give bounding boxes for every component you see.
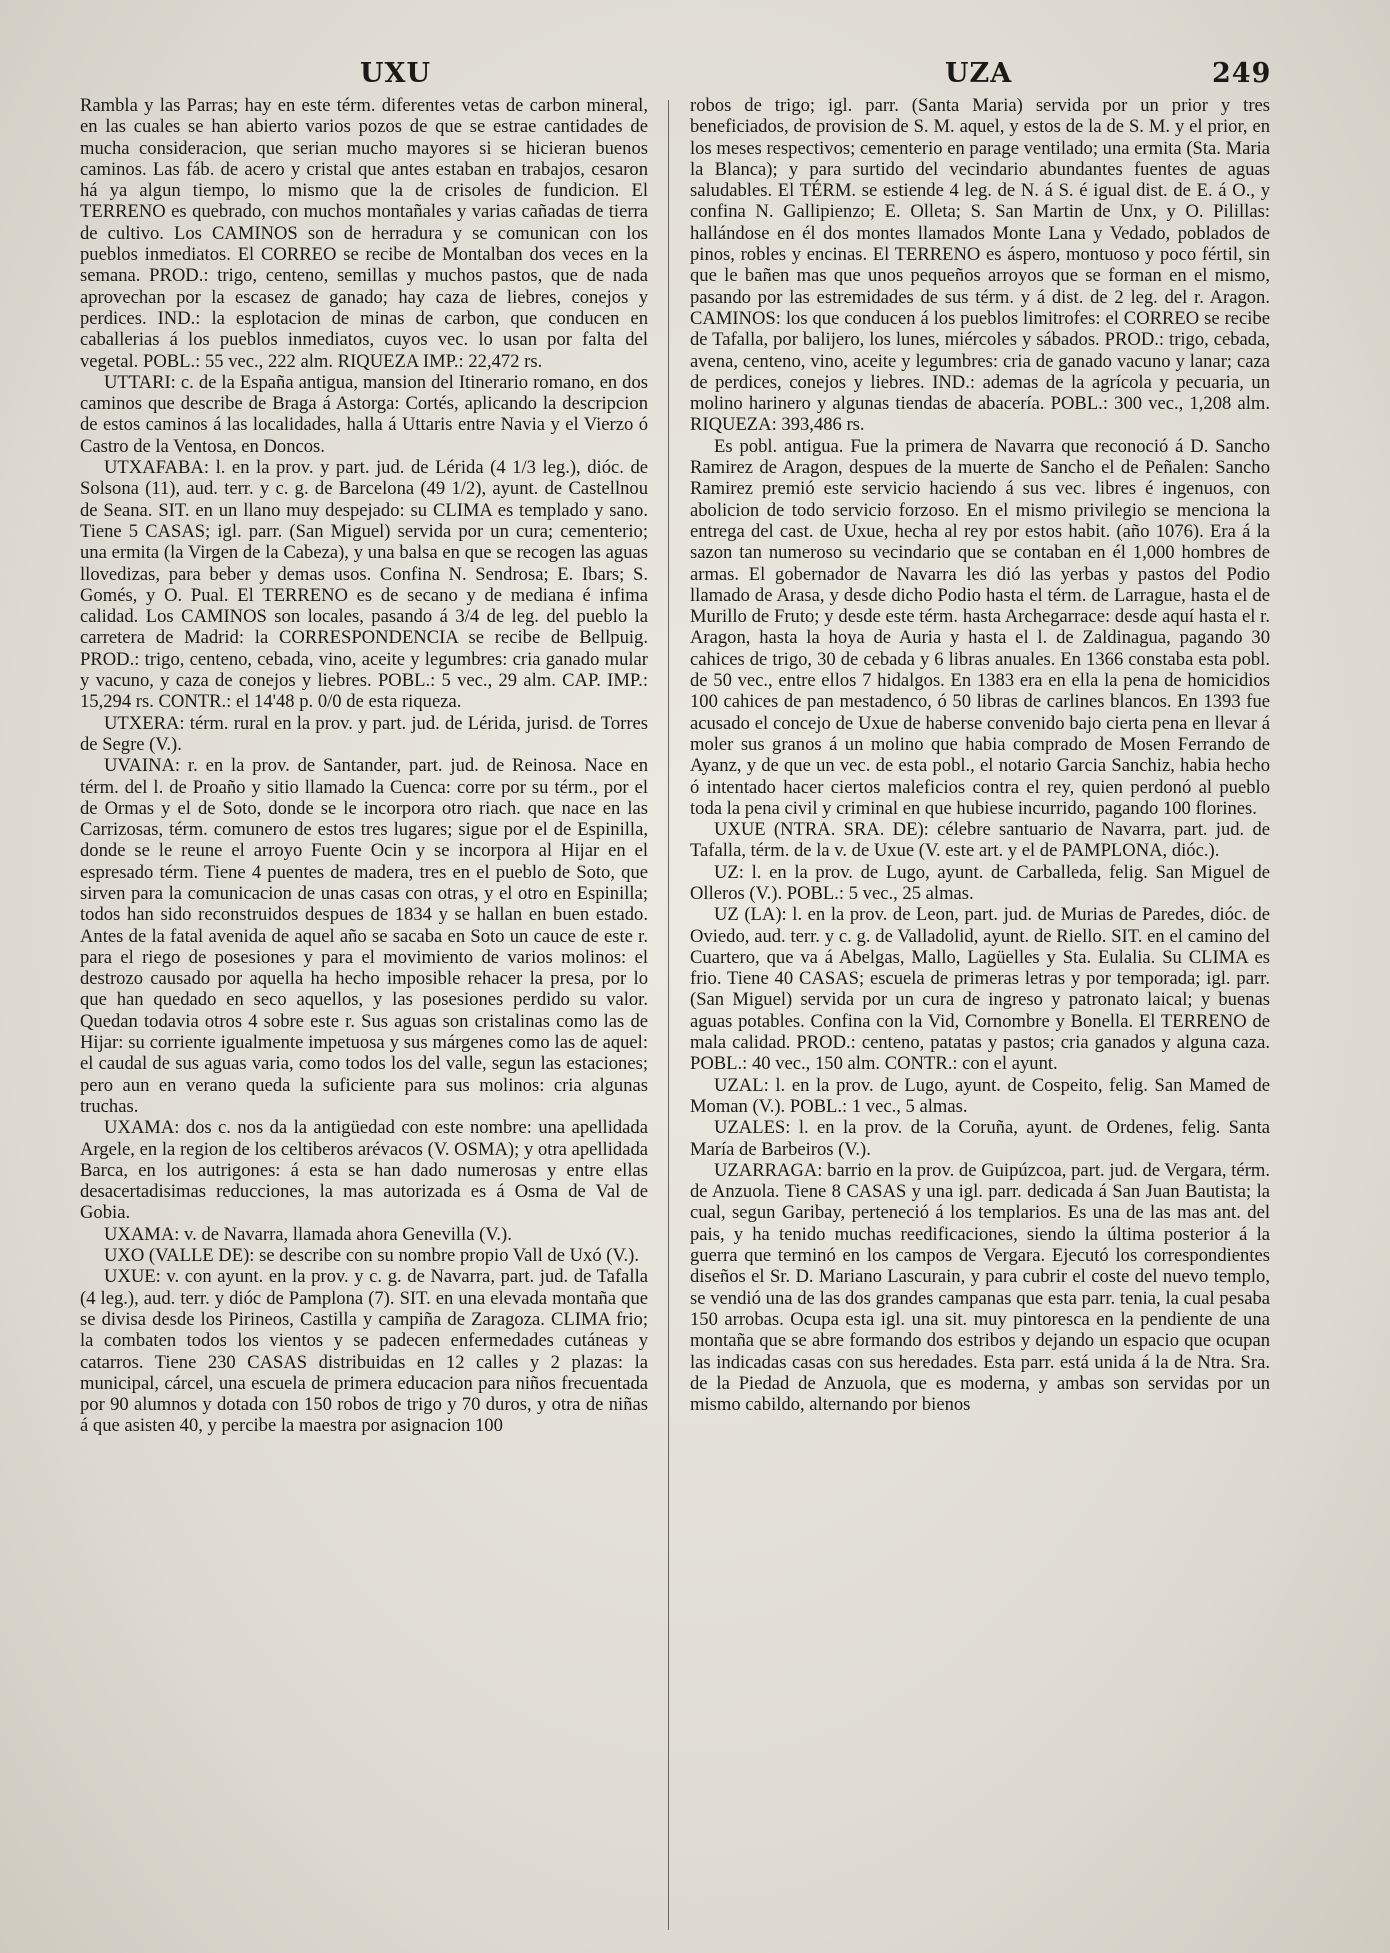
entry-paragraph: UZAL: l. en la prov. de Lugo, ayunt. de Cospeito, felig. San Mamed de Moman (V.). POBL.: 1 vec., 5 almas. — [690, 1074, 1270, 1117]
left-running-head: UXU — [360, 58, 432, 89]
left-column — [80, 95, 648, 1437]
entry-paragraph: UVAINA: r. en la prov. de Santander, part. jud. de Reinosa. Nace en térm. del l. de Proaño y sitio llamado la Cuenca: corre por su térm., por el de Ormas y el de Soto, donde se le incorpora otro riach. que nace en las Carrizosas, térm. comunero de estos tres lugares; sigue por el de Espinilla, donde se le reune el arroyo Fuente Ocin y se incorpora al Hijar en el espresado térm. Tiene 4 puentes de madera, tres en el pueblo de Soto, que sirven para la comunicacion de unas casas con otras, y el otro en Espinilla; todos han sido reconstruidos despues de 1834 y se hallan en buen estado. Antes de la fatal avenida de aquel año se sacaba en Soto un cauce de este r. para el riego de posesiones y para el movimiento de varios molinos: el destrozo causado por aquella ha hecho imposible rehacer la presa, por lo que han quedado en seco aquellos, y las posesiones perdido su valor. Quedan todavia otros 4 sobre este r. Sus aguas son cristalinas como las de Hijar: su corriente igualmente impetuosa y sus márgenes como las de aquel: el caudal de sus aguas varia, como todos los del valle, segun las estaciones; pero aun en verano queda la suficiente para sus molinos: cria algunas truchas. — [80, 755, 648, 1117]
entry-paragraph: Rambla y las Parras; hay en este térm. diferentes vetas de carbon mineral, en las cuales se han abierto varios pozos de que se estrae cantidades de mucha consideracion, que serian mucho mayores si se hicieran buenos caminos. Las fáb. de acero y cristal que antes estaban en trabajos, cesaron há ya algun tiempo, lo mismo que la de crisoles de fundicion. El TERRENO es quebrado, con muchos montañales y varias cañadas de tierra de cultivo. Los CAMINOS son de herradura y se comunican con los pueblos inmediatos. El CORREO se recibe de Montalban dos veces en la semana. PROD.: trigo, centeno, semillas y muchos pastos, que de nada aprovechan por la escasez de ganado; hay caza de liebres, conejos y perdices. IND.: la esplotacion de minas de carbon, que conducen en caballerias á los pueblos inmediatos, cuyos vec. lo usan por falta del vegetal. POBL.: 55 vec., 222 alm. RIQUEZA IMP.: 22,472 rs. — [80, 95, 648, 372]
column-divider — [668, 100, 669, 1930]
entry-paragraph: UTXAFABA: l. en la prov. y part. jud. de Lérida (4 1/3 leg.), dióc. de Solsona (11), aud. terr. y c. g. de Barcelona (49 1/2), ayunt. de Castellnou de Seana. SIT. en un llano muy despejado: su CLIMA es templado y sano. Tiene 5 CASAS; igl. parr. (San Miguel) servida por un cura; cementerio; una ermita (la Virgen de la Cabeza), y una balsa en que se recogen las aguas llovedizas, para beber y demas usos. Confina N. Sendrosa; E. Ibars; S. Gomés, y O. Pual. El TERRENO es de secano y de mediana é infima calidad. Los CAMINOS son locales, pasando á 3/4 de leg. del pueblo la carretera de Madrid: la CORRESPONDENCIA se recibe de Bellpuig. PROD.: trigo, centeno, cebada, vino, aceite y legumbres: cria ganado mular y vacuno, y caza de conejos y liebres. POBL.: 5 vec., 29 alm. CAP. IMP.: 15,294 rs. CONTR.: el 14'48 p. 0/0 de esta riqueza. — [80, 457, 648, 713]
entry-paragraph: UZARRAGA: barrio en la prov. de Guipúzcoa, part. jud. de Vergara, térm. de Anzuola. Tiene 8 CASAS y una igl. parr. dedicada á San Juan Bautista; la cual, segun Garibay, perteneció á los templarios. Es una de las mas ant. del pais, y ha tenido muchas reedificaciones, siendo la última posterior á la guerra que terminó en los campos de Vergara. Ejecutó los correspondientes diseños el Sr. D. Mariano Lascurain, y para cubrir el coste del nuevo templo, se vendió una de las dos grandes campanas que esta parr. tenia, la cual pesaba 150 arrobas. Ocupa esta igl. una sit. muy pintoresca en la pendiente de una montaña que se abre formando dos estribos y dejando un espacio que ocupan las indicadas casas con sus heredades. Esta parr. está unida á la de Ntra. Sra. de la Piedad de Anzuola, que es moderna, y ambas son servidas por un mismo cabildo, alternando por bienos — [690, 1159, 1270, 1416]
entry-paragraph: Es pobl. antigua. Fue la primera de Navarra que reconoció á D. Sancho Ramirez de Aragon, despues de la muerte de Sancho el de Peñalen: Sancho Ramirez premió este servicio haciendo á sus vec. libres é ingenuos, con abolicion de todo servicio forzoso. En el mismo privilegio se menciona la entrega del cast. de Uxue, hecha al rey por estos habit. (año 1076). Era á la sazon tan numeroso su vecindario que se contaban en él 1,000 hombres de armas. El gobernador de Navarra les dió las yerbas y pastos del Podio llamado de Arasa, y desde dicho Podio hasta el térm. de Larrague, hasta el de Murillo de Fruto; y desde este térm. hasta Archegarrace: desde aquí hasta el r. Aragon, hasta la hoya de Auria y hasta el l. de Zaldinagua, pagando 30 cahices de trigo, 30 de cebada y 6 libras anuales. En 1366 constaba esta pobl. de 50 vec., entre ellos 7 hidalgos. En 1383 era en ella la pena de homicidios 100 cahices de pan mestadenco, ó 50 libras de carlines blancos. En 1393 fue acusado el concejo de Uxue de haberse convenido bajo cierta pena en llevar á moler sus granos á un molino que habia comprado de Mosen Ferrando de Ayanz, y de que un vec. de esta pobl., el notario Garcia Sanchiz, habia hecho ó intentado hacer ciertos maleficios contra el rey, quien perdonó al pueblo toda la pena civil y criminal en que hubiese incurrido, pagando 100 florines. — [690, 435, 1270, 819]
right-running-head: UZA — [945, 58, 1013, 89]
entry-paragraph: robos de trigo; igl. parr. (Santa Maria) servida por un prior y tres beneficiados, de provision de S. M. aquel, y estos de la de S. M. y el prior, en los meses respectivos; cementerio en parage ventilado; una ermita (Sta. Maria la Blanca); y para surtido del vecindario abundantes fuentes de aguas saludables. El TÉRM. se estiende 4 leg. de N. á S. é igual dist. de E. á O., y confina N. Gallipienzo; E. Olleta; S. San Martin de Unx, y O. Pilillas: hallándose en él dos montes llamados Monte Lana y Vedado, poblados de pinos, robles y encinas. El TERRENO es áspero, montuoso y poco fértil, sin que le bañen mas que unos pequeños arroyos que se forman en el mismo, pasando por las estremidades de sus térm. y á dist. de 2 leg. del r. Aragon. CAMINOS: los que conducen á los pueblos limitrofes: el CORREO se recibe de Tafalla, por balijero, los lunes, miércoles y sábados. PROD.: trigo, cebada, avena, centeno, vino, aceite y legumbres: cria de ganado vacuno y lanar; caza de perdices, conejos y liebres. IND.: ademas de la agrícola y pecuaria, un molino harinero y algunas tiendas de abacería. POBL.: 300 vec., 1,208 alm. RIQUEZA: 393,486 rs. — [690, 95, 1270, 436]
right-column — [690, 95, 1270, 1415]
entry-paragraph: UXAMA: v. de Navarra, llamada ahora Genevilla (V.). — [104, 1223, 512, 1245]
entry-paragraph: UZ (LA): l. en la prov. de Leon, part. jud. de Murias de Paredes, dióc. de Oviedo, aud. terr. y c. g. de Valladolid, ayunt. de Riello. SIT. en el camino del Cuartero, que va á Abelgas, Mallo, Lagüelles y Sta. Eulalia. Su CLIMA es frio. Tiene 40 CASAS; escuela de primeras letras y por temporada; igl. parr. (San Miguel) servida por un cura de ingreso y patronato laical; y buenas aguas potables. Confina con la Vid, Cornombre y Bonella. El TERRENO de mala calidad. PROD.: centeno, patatas y pastos; cria ganados y alguna caza. POBL.: 40 vec., 150 alm. CONTR.: con el ayunt. — [690, 904, 1270, 1075]
page-number: 249 — [1212, 58, 1272, 89]
entry-paragraph: UZ: l. en la prov. de Lugo, ayunt. de Carballeda, felig. San Miguel de Olleros (V.). POBL.: 5 vec., 25 almas. — [690, 861, 1270, 904]
entry-paragraph: UZALES: l. en la prov. de la Coruña, ayunt. de Ordenes, felig. Santa María de Barbeiros (V.). — [690, 1117, 1270, 1160]
entry-paragraph: UTXERA: térm. rural en la prov. y part. jud. de Lérida, jurisd. de Torres de Segre (V.). — [80, 712, 648, 755]
entry-paragraph: UXAMA: dos c. nos da la antigüedad con este nombre: una apellidada Argele, en la region de los celtiberos arévacos (V. OSMA); y otra apellidada Barca, en los autrigones: á esta se han dado numerosas y entre ellas desacertadisimas reducciones, la mas autorizada es á Osma de Val de Gobia. — [80, 1117, 648, 1224]
entry-paragraph: UXUE: v. con ayunt. en la prov. y c. g. de Navarra, part. jud. de Tafalla (4 leg.), aud. terr. y dióc de Pamplona (7). SIT. en una elevada montaña que se divisa desde los Pirineos, Castilla y campiña de Zaragoza. CLIMA frio; la combaten todos los vientos y se padecen enfermedades cutáneas y catarros. Tiene 230 CASAS distribuidas en 12 calles y 2 plazas: la municipal, cárcel, una escuela de primera educacion para niños frecuentada por 90 alumnos y dotada con 150 robos de trigo y 70 duros, y otra de niñas á que asisten 40, y percibe la maestra por asignacion 100 — [80, 1266, 648, 1437]
entry-paragraph: UXO (VALLE DE): se describe con su nombre propio Vall de Uxó (V.). — [104, 1245, 639, 1267]
entry-paragraph: UTTARI: c. de la España antigua, mansion del Itinerario romano, en dos caminos que describe de Braga á Astorga: Cortés, aplicando la descripcion de estos caminos á las localidades, halla á Uttaris entre Navia y el Vierzo ó Castro de la Ventosa, en Doncos. — [80, 371, 648, 457]
entry-paragraph: UXUE (NTRA. SRA. DE): célebre santuario de Navarra, part. jud. de Tafalla, térm. de la v. de Uxue (V. este art. y el de PAMPLONA, dióc.). — [690, 819, 1270, 862]
